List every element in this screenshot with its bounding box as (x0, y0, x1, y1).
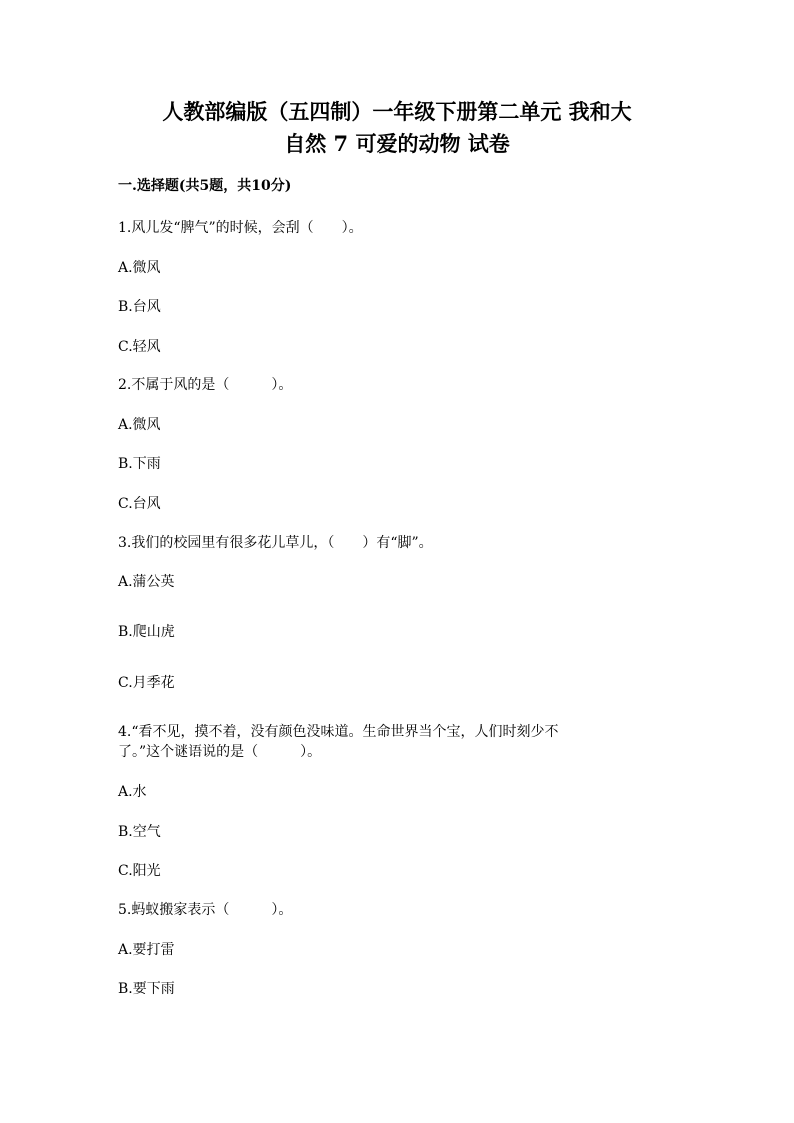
question-3-option-c: C.月季花 (118, 675, 175, 691)
question-2-stem: 2.不属于风的是（ ）。 (118, 377, 293, 393)
question-2-option-a: A.微风 (118, 417, 161, 433)
question-1-option-a: A.微风 (118, 260, 161, 276)
question-2-option-c: C.台风 (118, 496, 161, 512)
question-3-option-b: B.爬山虎 (118, 624, 175, 640)
question-3-option-a: A.蒲公英 (118, 574, 175, 590)
page-title-line-2: 自然 7 可爱的动物 试卷 (284, 131, 510, 156)
question-5-option-a: A.要打雷 (118, 942, 175, 958)
question-4-option-b: B.空气 (118, 824, 161, 840)
question-5-stem: 5.蚂蚁搬家表示（ ）。 (118, 902, 293, 918)
question-4-stem-line-1: 4.“看不见，摸不着，没有颜色没味道。生命世界当个宝，人们时刻少不 (118, 724, 559, 740)
question-1-stem: 1.风儿发“脾气”的时候，会刮（ ）。 (118, 220, 363, 236)
question-1-option-c: C.轻风 (118, 339, 161, 355)
question-3-stem: 3.我们的校园里有很多花儿草儿，（ ）有“脚”。 (118, 535, 433, 551)
question-1-option-b: B.台风 (118, 299, 161, 315)
question-4-option-a: A.水 (118, 784, 147, 800)
section-heading: 一.选择题(共5题，共10分) (118, 178, 292, 194)
page-title-line-1: 人教部编版（五四制）一年级下册第二单元 我和大 (162, 99, 632, 124)
question-4-option-c: C.阳光 (118, 863, 161, 879)
question-5-option-b: B.要下雨 (118, 981, 175, 997)
question-4-stem-line-2: 了。”这个谜语说的是（ ）。 (118, 744, 322, 760)
question-2-option-b: B.下雨 (118, 456, 161, 472)
